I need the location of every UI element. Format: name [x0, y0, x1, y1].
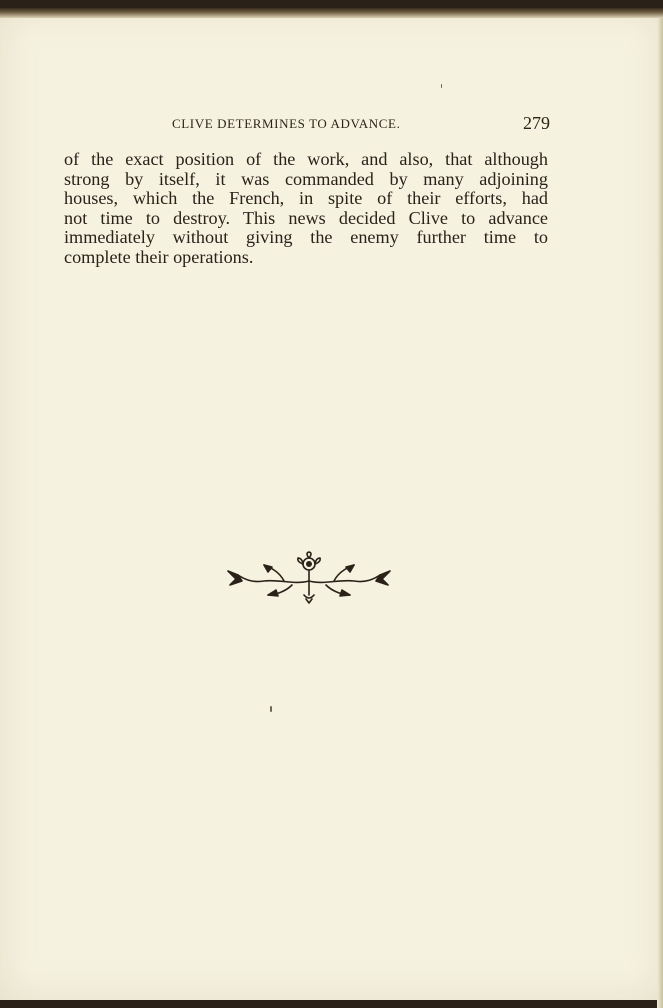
body-line: of the exact position of the work, and also, that although [64, 149, 548, 169]
paper-speck [441, 84, 442, 88]
page-number: 279 [523, 113, 550, 133]
body-paragraph [64, 150, 548, 268]
page-right-edge [657, 18, 663, 1008]
paper-speck [270, 706, 272, 712]
running-head-title: CLIVE DETERMINES TO ADVANCE. [172, 116, 401, 131]
body-line: strong by itself, it was commanded by many adjoining [64, 168, 548, 189]
body-line: complete their operations. [64, 246, 254, 267]
running-head [60, 113, 550, 136]
body-line: not time to destroy. This news decided Clive to advance [64, 207, 548, 228]
body-line: houses, which the French, in spite of their efforts, had [64, 188, 548, 209]
floral-tailpiece-icon [224, 551, 394, 607]
book-page [0, 8, 663, 1000]
page-top-edge [0, 8, 663, 18]
body-line: immediately without giving the enemy further time to [64, 227, 548, 248]
